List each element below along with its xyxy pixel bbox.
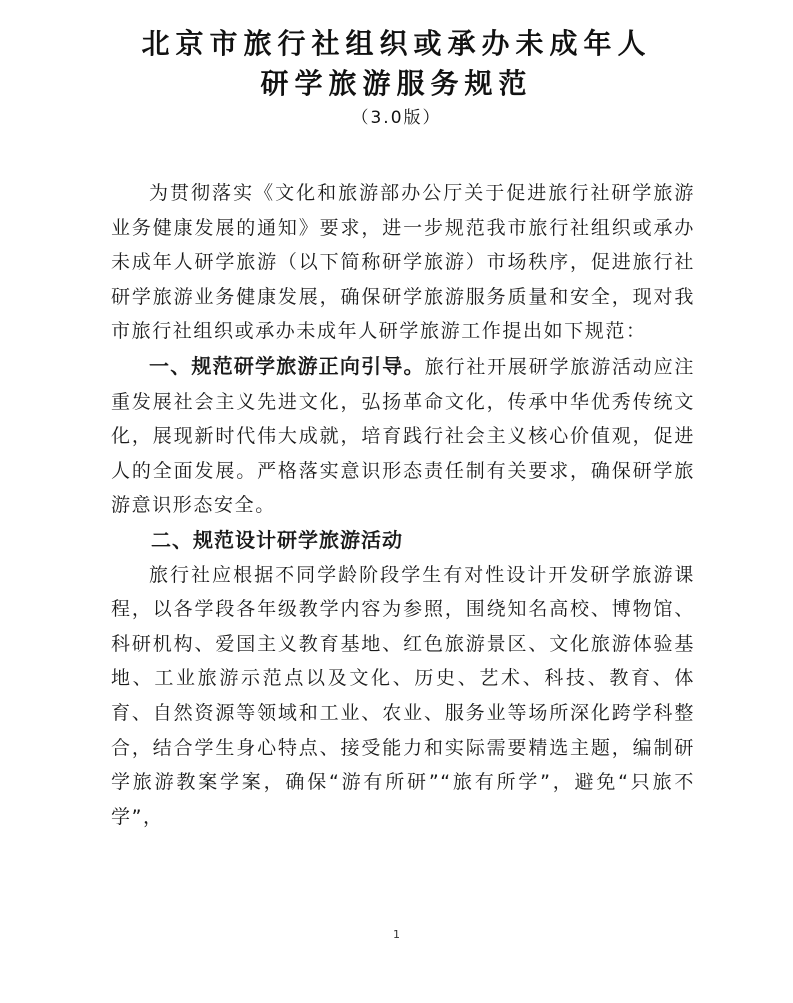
- section-1-text: 旅行社开展研学旅游活动应注重发展社会主义先进文化，弘扬革命文化，传承中华优秀传统文化，展现新时代伟大成就，培育践行社会主义核心价值观，促进人的全面发展。严格落实意识形态责任制有关要求，确保研学旅游意识形态安全。: [111, 355, 695, 517]
- document-version: （3.0版）: [351, 108, 442, 128]
- document-title-line-1: 北京市旅行社组织或承办未成年人: [141, 27, 652, 60]
- section-1-heading: 一、规范研学旅游正向引导。: [149, 353, 425, 378]
- document-title-line-2: 研学旅游服务规范: [260, 67, 533, 100]
- section-2-paragraph: 旅行社应根据不同学龄阶段学生有对性设计开发研学旅游课程，以各学段各年级教学内容为参照，围绕知名高校、博物馆、科研机构、爱国主义教育基地、红色旅游景区、文化旅游体验基地、工业旅游示范点以及文化、历史、艺术、科技、教育、体育、自然资源等领域和工业、农业、服务业等场所深化跨学科整合，结合学生身心特点、接受能力和实际需要精选主题，编制研学旅游教案学案，确保“游有所研”“旅有所学”，避免“只旅不学”，: [111, 563, 695, 828]
- section-2-heading: 二、规范设计研学旅游活动: [151, 527, 403, 552]
- section-1-paragraph: [111, 349, 695, 523]
- intro-paragraph: 为贯彻落实《文化和旅游部办公厅关于促进旅行社研学旅游业务健康发展的通知》要求，进一步规范我市旅行社组织或承办未成年人研学旅游（以下简称研学旅游）市场秩序，促进旅行社研学旅游业务健康发展，确保研学旅游服务质量和安全，现对我市旅行社组织或承办未成年人研学旅游工作提出如下规范：: [111, 182, 695, 343]
- page-number: 1: [393, 928, 400, 941]
- document-body: [111, 176, 695, 834]
